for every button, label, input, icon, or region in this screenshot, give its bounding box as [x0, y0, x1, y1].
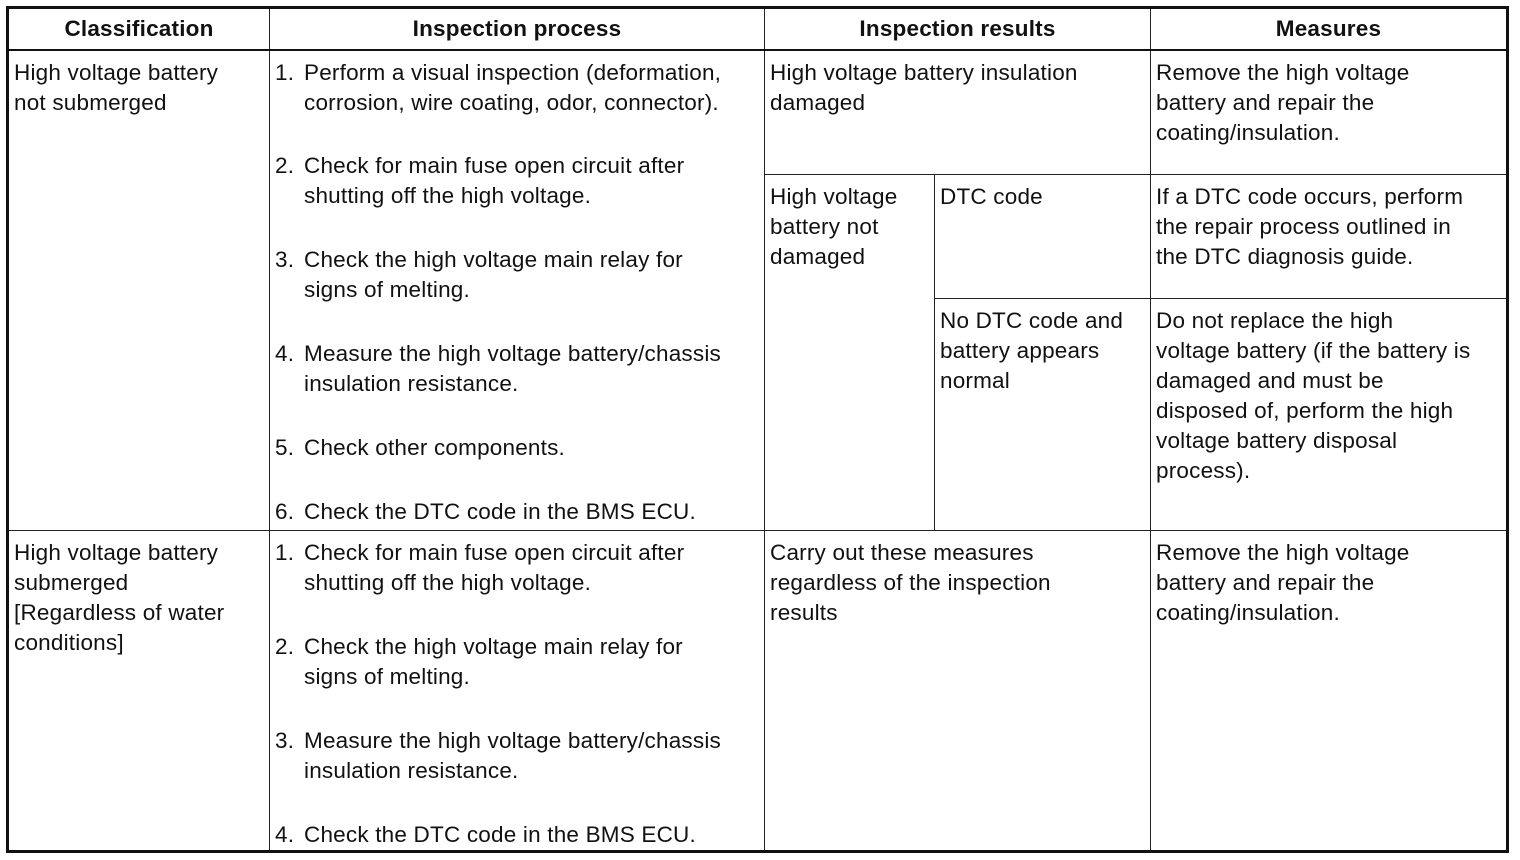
step-text: signs of melting. — [304, 277, 470, 302]
step-number: 5. — [275, 435, 295, 460]
list-item — [275, 58, 760, 118]
classification-cell-not-submerged — [8, 50, 270, 530]
result-no-dtc-code — [935, 298, 1151, 530]
step-text: Check the high voltage main relay for — [304, 247, 683, 272]
step-text: insulation resistance. — [304, 371, 519, 396]
result-text: No DTC code and — [940, 307, 1124, 333]
inspection-process-cell-not-submerged — [270, 50, 765, 530]
measure-text: If a DTC code occurs, perform — [1156, 183, 1464, 209]
inspection-steps-list — [270, 531, 764, 850]
measure-insulation-damaged — [1151, 50, 1508, 174]
result-text: regardless of the inspection — [770, 569, 1051, 595]
classification-line: [Regardless of water — [14, 599, 225, 625]
inspection-steps-list — [270, 51, 764, 527]
list-item — [275, 497, 760, 527]
classification-line: not submerged — [14, 90, 167, 115]
measure-text: disposed of, perform the high — [1156, 397, 1454, 423]
step-text: Check other components. — [304, 435, 565, 460]
measure-text: the DTC diagnosis guide. — [1156, 243, 1414, 269]
list-item — [275, 632, 760, 692]
inspection-table — [6, 6, 1509, 853]
list-item — [275, 820, 760, 850]
table-row — [8, 50, 1508, 174]
result-text: damaged — [770, 243, 866, 269]
header-inspection-process: Inspection process — [270, 8, 765, 51]
measure-text: Remove the high voltage — [1156, 60, 1410, 85]
step-text: Check for main fuse open circuit after — [304, 539, 685, 565]
measure-text: voltage battery disposal — [1156, 427, 1398, 453]
result-submerged — [765, 530, 1151, 851]
step-text: shutting off the high voltage. — [304, 569, 592, 595]
list-item — [275, 245, 760, 305]
measure-text: battery and repair the — [1156, 569, 1375, 595]
measure-text: coating/insulation. — [1156, 599, 1340, 625]
measure-text: battery and repair the — [1156, 90, 1375, 115]
measure-text: damaged and must be — [1156, 367, 1384, 393]
step-text: Perform a visual inspection (deformation, — [304, 60, 722, 85]
step-number: 2. — [275, 633, 295, 659]
list-item — [275, 151, 760, 211]
result-text: normal — [940, 367, 1010, 393]
step-text: insulation resistance. — [304, 757, 519, 783]
header-measures: Measures — [1151, 8, 1508, 51]
step-number: 3. — [275, 727, 295, 753]
measure-no-dtc-code — [1151, 298, 1508, 530]
result-text: High voltage — [770, 183, 898, 209]
step-text: shutting off the high voltage. — [304, 183, 592, 208]
step-text: Check the DTC code in the BMS ECU. — [304, 821, 696, 847]
result-text: DTC code — [940, 183, 1043, 209]
classification-line: submerged — [14, 569, 129, 595]
result-text: results — [770, 599, 838, 625]
result-insulation-damaged — [765, 50, 1151, 174]
list-item — [275, 726, 760, 786]
measure-text: process). — [1156, 457, 1251, 483]
list-item — [275, 339, 760, 399]
step-number: 1. — [275, 60, 295, 85]
result-text: battery not — [770, 213, 879, 239]
list-item — [275, 433, 760, 463]
measure-text: the repair process outlined in — [1156, 213, 1451, 239]
measure-submerged — [1151, 530, 1508, 851]
step-text: Measure the high voltage battery/chassis — [304, 727, 721, 753]
measure-text: voltage battery (if the battery is — [1156, 337, 1471, 363]
step-number: 4. — [275, 341, 295, 366]
step-text: Check the DTC code in the BMS ECU. — [304, 499, 696, 524]
result-text: Carry out these measures — [770, 539, 1034, 565]
step-number: 4. — [275, 821, 295, 847]
step-number: 2. — [275, 153, 295, 178]
measure-text: coating/insulation. — [1156, 120, 1340, 145]
step-text: corrosion, wire coating, odor, connector). — [304, 90, 719, 115]
result-text: High voltage battery insulation — [770, 60, 1078, 85]
result-battery-not-damaged — [765, 174, 935, 530]
measure-text: Do not replace the high — [1156, 307, 1394, 333]
result-text: battery appears — [940, 337, 1100, 363]
inspection-process-cell-submerged — [270, 530, 765, 851]
classification-line: High voltage battery — [14, 60, 219, 85]
result-dtc-code — [935, 174, 1151, 298]
step-text: signs of melting. — [304, 663, 470, 689]
classification-line: High voltage battery — [14, 539, 219, 565]
header-inspection-results: Inspection results — [765, 8, 1151, 51]
step-text: Check the high voltage main relay for — [304, 633, 683, 659]
step-text: Measure the high voltage battery/chassis — [304, 341, 721, 366]
step-number: 1. — [275, 539, 295, 565]
classification-line: conditions] — [14, 629, 124, 655]
header-classification: Classification — [8, 8, 270, 51]
result-text: damaged — [770, 90, 866, 115]
classification-cell-submerged — [8, 530, 270, 851]
step-number: 3. — [275, 247, 295, 272]
table-row — [8, 530, 1508, 851]
header-row — [8, 8, 1508, 51]
step-number: 6. — [275, 499, 295, 524]
measure-text: Remove the high voltage — [1156, 539, 1410, 565]
step-text: Check for main fuse open circuit after — [304, 153, 685, 178]
list-item — [275, 538, 760, 598]
measure-dtc-code — [1151, 174, 1508, 298]
